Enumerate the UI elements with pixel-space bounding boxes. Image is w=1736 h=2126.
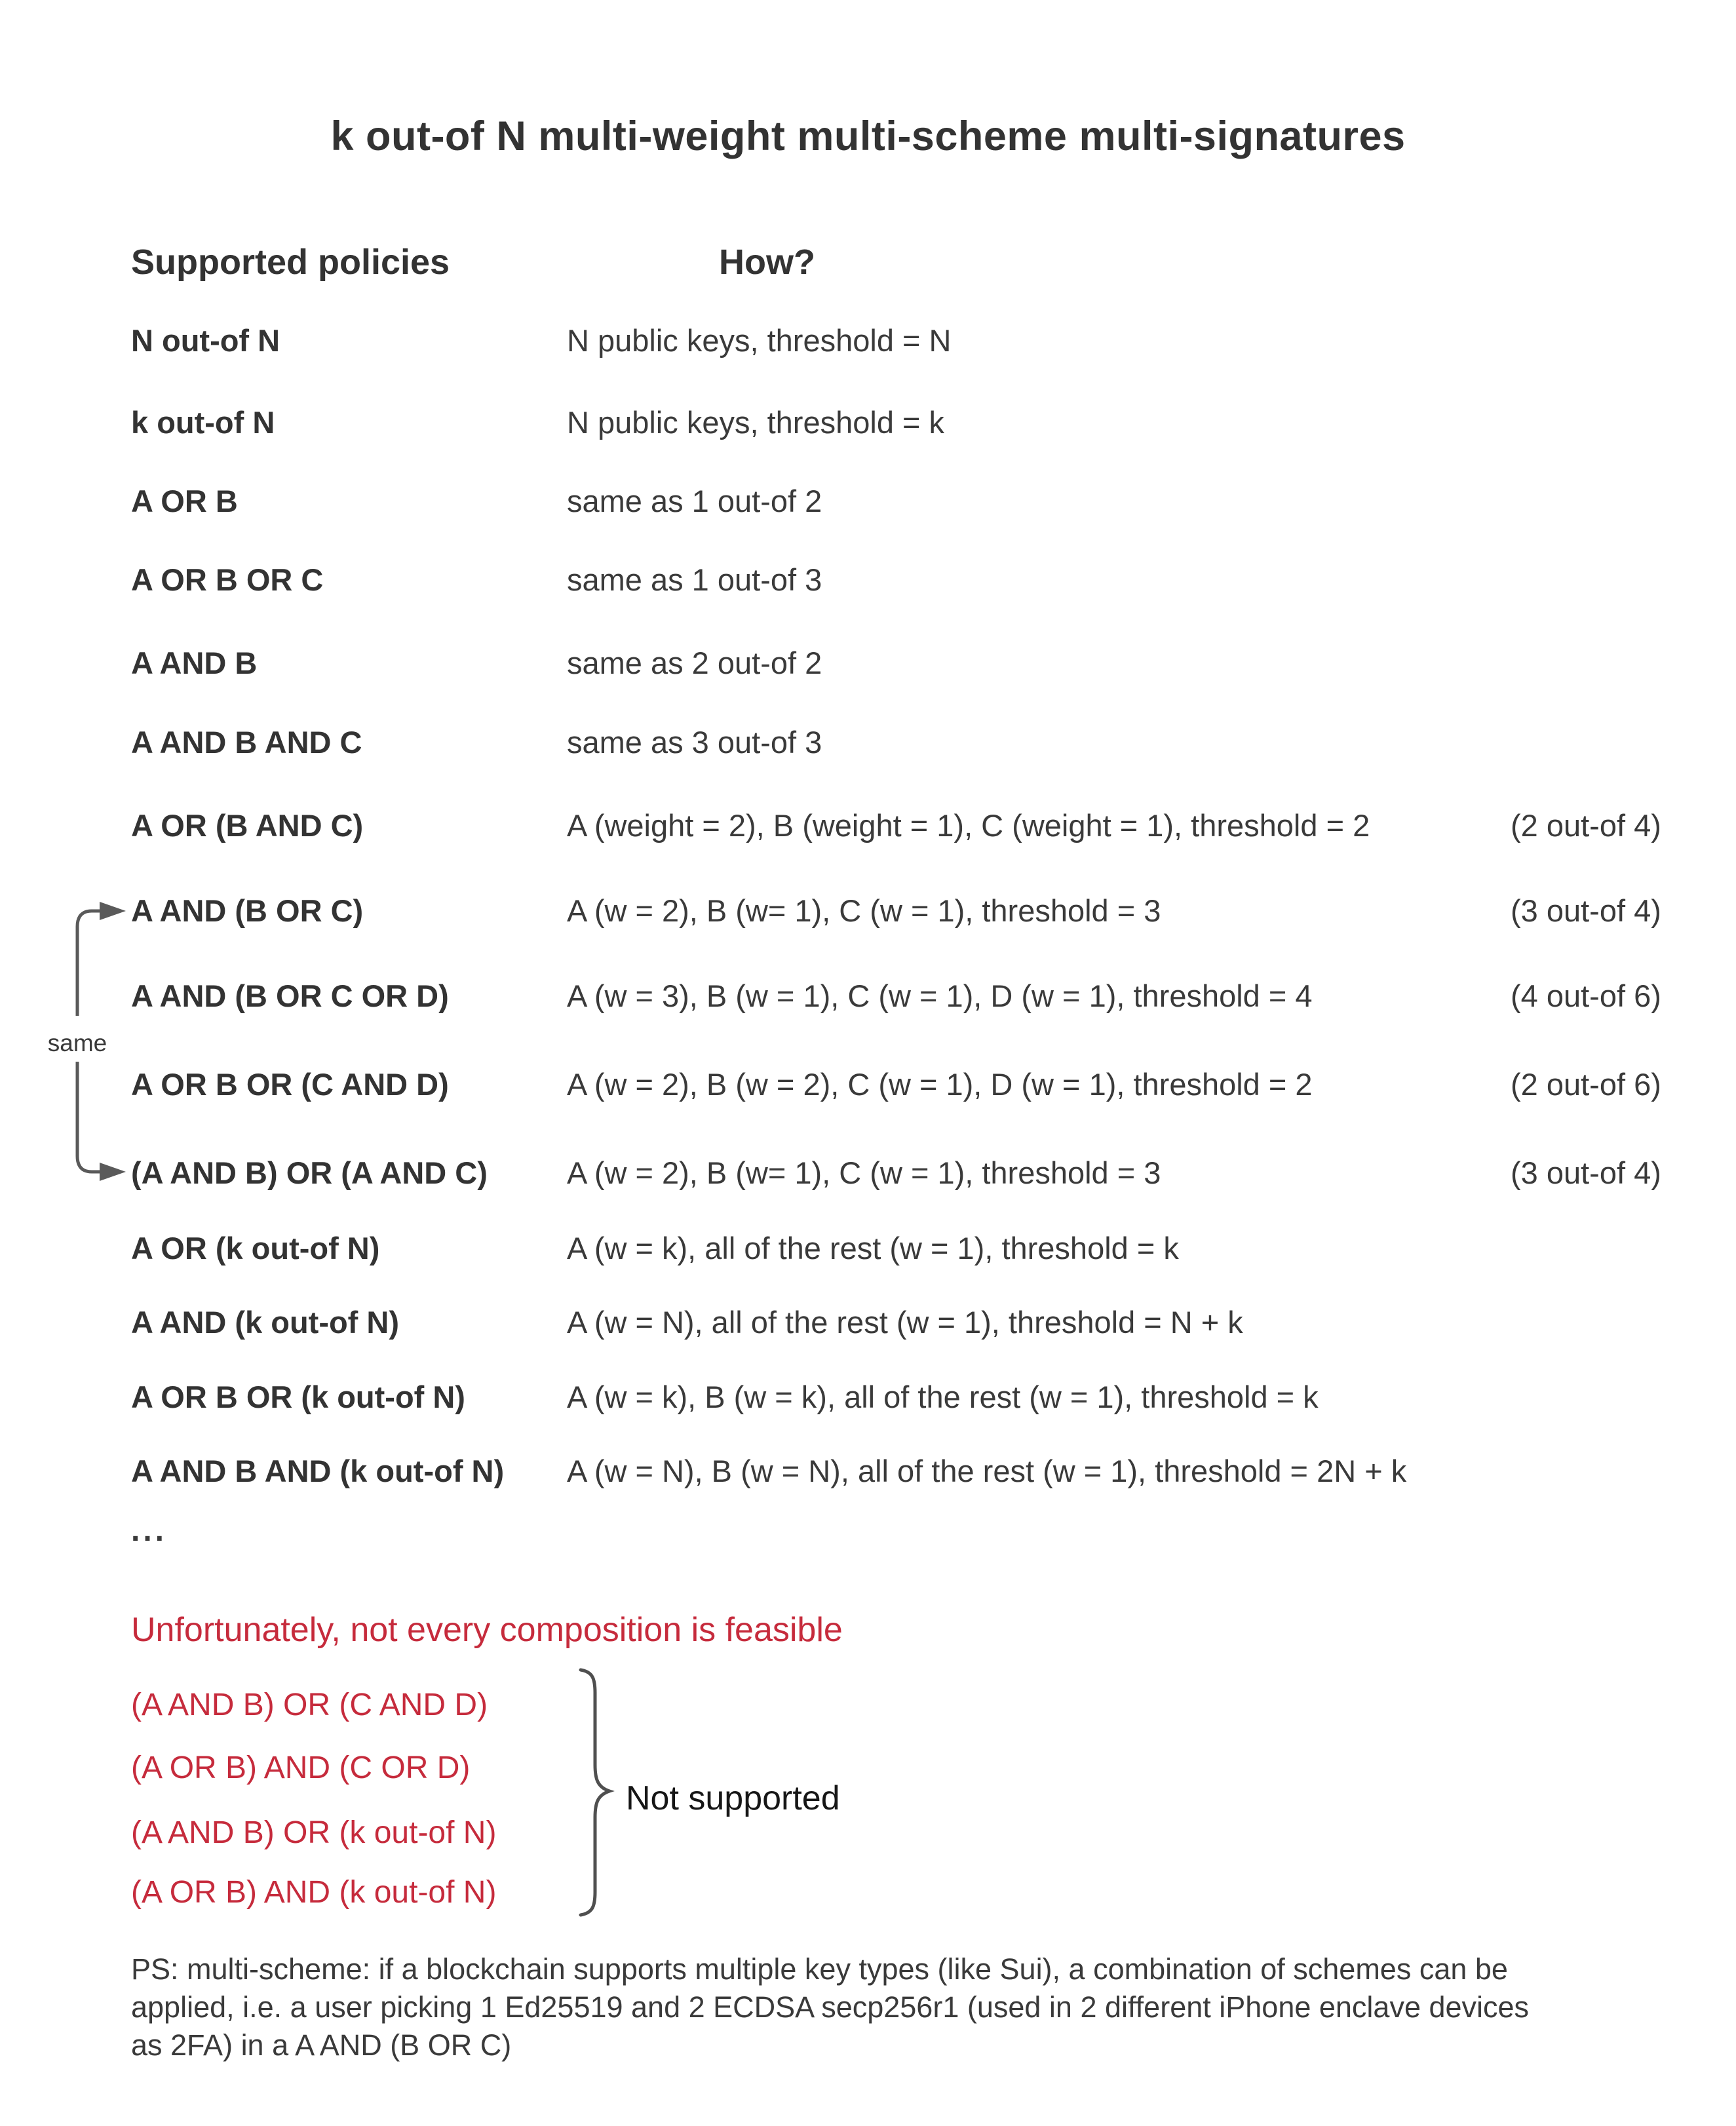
infeasible-item: (A AND B) OR (k out-of N) xyxy=(131,1815,497,1850)
column-header-how: How? xyxy=(719,242,815,282)
curly-brace xyxy=(575,1668,617,1917)
how-cell: A (w = 2), B (w = 2), C (w = 1), D (w = 1), threshold = 2 xyxy=(567,1067,1313,1102)
policy-cell: A OR B OR C xyxy=(131,562,324,597)
infeasible-heading: Unfortunately, not every composition is feasible xyxy=(131,1611,843,1649)
policy-cell: N out-of N xyxy=(131,323,280,358)
policy-row xyxy=(131,1229,1707,1268)
policy-row xyxy=(131,1065,1707,1104)
policy-row xyxy=(131,482,1707,521)
how-cell: A (w = k), all of the rest (w = 1), threshold = k xyxy=(567,1231,1179,1266)
policy-cell: A OR (B AND C) xyxy=(131,808,364,843)
policy-row xyxy=(131,806,1707,845)
infeasible-item: (A OR B) AND (k out-of N) xyxy=(131,1875,497,1910)
policy-cell: A OR B xyxy=(131,484,238,518)
policy-row xyxy=(131,1452,1707,1491)
range-note: (3 out-of 4) xyxy=(1511,893,1661,928)
ps-line: applied, i.e. a user picking 1 Ed25519 and 2 ECDSA secp256r1 (used in 2 different iPhone enclave devices xyxy=(131,1990,1530,2024)
ps-line: as 2FA) in a A AND (B OR C) xyxy=(131,2028,512,2062)
infeasible-item: (A AND B) OR (C AND D) xyxy=(131,1688,488,1722)
policy-cell: A OR B OR (k out-of N) xyxy=(131,1380,465,1414)
policy-cell: A OR B OR (C AND D) xyxy=(131,1067,449,1102)
how-cell: A (w = 3), B (w = 1), C (w = 1), D (w = 1), threshold = 4 xyxy=(567,978,1313,1013)
policy-cell: A AND (k out-of N) xyxy=(131,1305,399,1340)
policy-cell: A AND B AND (k out-of N) xyxy=(131,1454,505,1488)
how-cell: same as 1 out-of 3 xyxy=(567,562,822,597)
not-supported-label: Not supported xyxy=(626,1779,840,1817)
policy-cell: A AND (B OR C OR D) xyxy=(131,978,449,1013)
how-cell: same as 1 out-of 2 xyxy=(567,484,822,518)
how-cell: N public keys, threshold = k xyxy=(567,405,945,440)
policy-cell: A AND B xyxy=(131,646,258,680)
policy-cell: A OR (k out-of N) xyxy=(131,1231,380,1266)
same-label: same xyxy=(26,1029,128,1058)
policy-cell: (A AND B) OR (A AND C) xyxy=(131,1155,488,1190)
policy-row xyxy=(131,723,1707,762)
how-cell: A (w = N), B (w = N), all of the rest (w = 1), threshold = 2N + k xyxy=(567,1454,1407,1488)
how-cell: N public keys, threshold = N xyxy=(567,323,952,358)
infeasible-item: (A OR B) AND (C OR D) xyxy=(131,1750,471,1785)
policy-row xyxy=(131,1303,1707,1342)
ps-line: PS: multi-scheme: if a blockchain supports multiple key types (like Sui), a combination of schemes can be xyxy=(131,1952,1508,1986)
how-cell: A (w = N), all of the rest (w = 1), threshold = N + k xyxy=(567,1305,1243,1340)
how-cell: A (w = 2), B (w= 1), C (w = 1), threshold = 3 xyxy=(567,1155,1161,1190)
policy-cell: k out-of N xyxy=(131,405,275,440)
policy-row xyxy=(131,644,1707,683)
range-note: (2 out-of 4) xyxy=(1511,808,1661,843)
policy-cell: A AND (B OR C) xyxy=(131,893,364,928)
range-note: (4 out-of 6) xyxy=(1511,978,1661,1013)
how-cell: same as 2 out-of 2 xyxy=(567,646,822,680)
policy-row xyxy=(131,321,1707,360)
how-cell: A (w = 2), B (w= 1), C (w = 1), threshold = 3 xyxy=(567,893,1161,928)
how-cell: same as 3 out-of 3 xyxy=(567,725,822,760)
range-note: (2 out-of 6) xyxy=(1511,1067,1661,1102)
policy-row xyxy=(131,976,1707,1016)
how-cell: A (weight = 2), B (weight = 1), C (weight = 1), threshold = 2 xyxy=(567,808,1370,843)
policy-row xyxy=(131,891,1707,931)
policy-row xyxy=(131,1378,1707,1417)
how-cell: A (w = k), B (w = k), all of the rest (w = 1), threshold = k xyxy=(567,1380,1319,1414)
policy-cell: A AND B AND C xyxy=(131,725,362,760)
ellipsis: ... xyxy=(131,1513,168,1548)
column-header-supported-policies: Supported policies xyxy=(131,242,450,282)
range-note: (3 out-of 4) xyxy=(1511,1155,1661,1190)
policy-row xyxy=(131,560,1707,600)
policy-row xyxy=(131,403,1707,442)
policy-row xyxy=(131,1153,1707,1193)
page-title: k out-of N multi-weight multi-scheme multi-signatures xyxy=(330,113,1406,159)
ps-note xyxy=(131,1950,1658,2064)
